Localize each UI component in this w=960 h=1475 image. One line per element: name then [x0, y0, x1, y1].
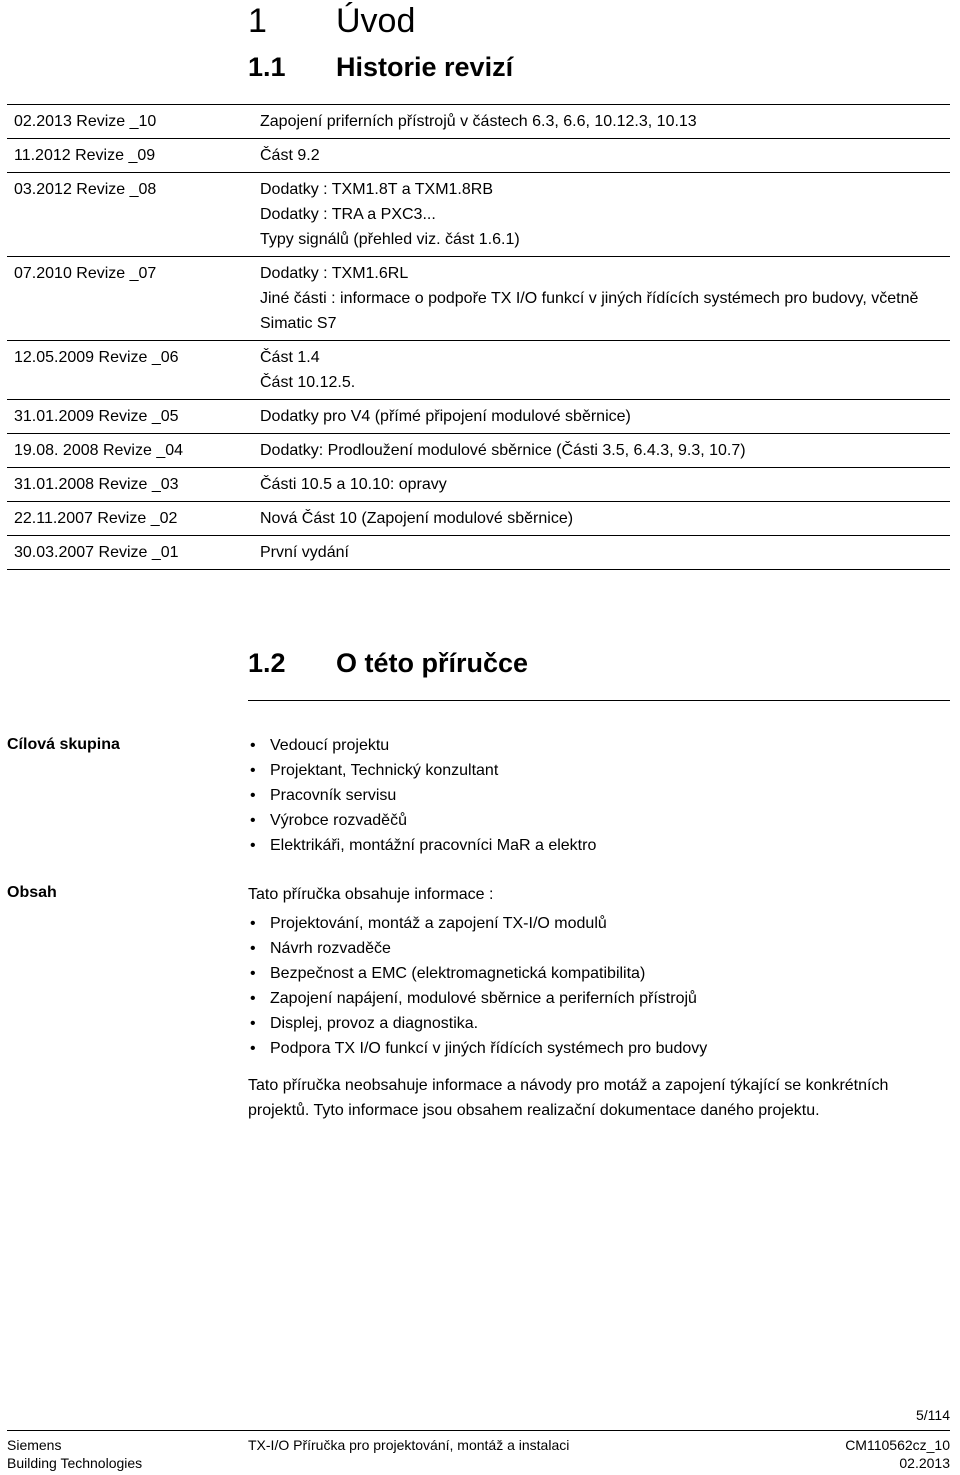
revision-date: 07.2010 Revize _07	[14, 265, 157, 282]
revision-row	[7, 502, 950, 536]
revision-date: 22.11.2007 Revize _02	[14, 510, 178, 527]
revision-date: 31.01.2009 Revize _05	[14, 408, 179, 425]
revision-description-line: Dodatky : TRA a PXC3...	[260, 206, 436, 223]
footer-date: 02.2013	[899, 1455, 950, 1471]
target-group-list	[248, 733, 596, 858]
revision-description	[257, 472, 950, 497]
revision-description-line: Jiné části : informace o podpoře TX I/O funkcí v jiných řídících systémech pro budovy, včetně Simatic S7	[260, 290, 919, 332]
footer-divider	[7, 1430, 950, 1431]
revision-description-line: Část 1.4	[260, 349, 320, 366]
chapter-title: Úvod	[336, 2, 416, 40]
target-group-item: • Vedoucí projektu	[248, 733, 596, 758]
revision-description-line: Nová Část 10 (Zapojení modulové sběrnice)	[260, 510, 574, 527]
target-group-item: • Výrobce rozvaděčů	[248, 808, 596, 833]
revision-description-line: Dodatky : TXM1.6RL	[260, 265, 409, 282]
revision-date: 31.01.2008 Revize _03	[14, 476, 179, 493]
content-item: • Návrh rozvaděče	[248, 936, 707, 961]
page-number: 5/114	[916, 1407, 950, 1423]
content-note: Tato příručka neobsahuje informace a návody pro motáž a zapojení týkající se konkrétních projektů. Tyto informace jsou obsahem realizační dokumentace daného projektu.	[248, 1077, 889, 1119]
content-list	[248, 911, 707, 1061]
revision-description	[257, 404, 950, 429]
content-label: Obsah	[7, 884, 57, 901]
content-item: • Bezpečnost a EMC (elektromagnetická kompatibilita)	[248, 961, 707, 986]
revision-description	[257, 345, 950, 395]
about-heading-title: O této příručce	[336, 648, 529, 678]
revision-row	[7, 468, 950, 502]
footer-company-division: Building Technologies	[7, 1455, 143, 1471]
chapter-number: 1	[248, 2, 267, 40]
about-heading	[248, 646, 528, 680]
revision-row	[7, 434, 950, 468]
revisions-heading-number: 1.1	[248, 52, 286, 82]
revision-description-line: Dodatky : TXM1.8T a TXM1.8RB	[260, 181, 493, 198]
revision-row	[7, 536, 950, 570]
revisions-heading	[248, 50, 513, 84]
revision-date: 30.03.2007 Revize _01	[14, 544, 179, 561]
target-group-label: Cílová skupina	[7, 736, 120, 753]
revision-description	[257, 109, 950, 134]
revision-row	[7, 139, 950, 173]
revision-description	[257, 261, 950, 336]
chapter-heading	[248, 0, 415, 42]
revision-date: 19.08. 2008 Revize _04	[14, 442, 184, 459]
revision-date: 02.2013 Revize _10	[14, 113, 157, 130]
target-group-item: • Elektrikáři, montážní pracovníci MaR a elektro	[248, 833, 596, 858]
footer-company-name: Siemens	[7, 1437, 62, 1453]
revision-description-line: Část 10.12.5.	[260, 374, 356, 391]
revision-description-line: Dodatky: Prodloužení modulové sběrnice (Části 3.5, 6.4.3, 9.3, 10.7)	[260, 442, 746, 459]
content-item: • Projektování, montáž a zapojení TX-I/O modulů	[248, 911, 707, 936]
footer-company	[7, 1436, 142, 1472]
revision-description-line: První vydání	[260, 544, 349, 561]
revision-description-line: Část 9.2	[260, 147, 320, 164]
revision-history-table	[7, 104, 950, 570]
content-intro: Tato příručka obsahuje informace :	[248, 886, 494, 903]
revision-description-line: Zapojení priferních přístrojů v částech 6.3, 6.6, 10.12.3, 10.13	[260, 113, 697, 130]
revision-description	[257, 506, 950, 531]
footer-document-info	[845, 1436, 950, 1472]
revision-row	[7, 257, 950, 341]
section-divider	[248, 700, 950, 701]
revision-date: 12.05.2009 Revize _06	[14, 349, 179, 366]
revision-description-line: Typy signálů (přehled viz. část 1.6.1)	[260, 231, 520, 248]
revision-description	[257, 540, 950, 565]
revision-row	[7, 105, 950, 139]
revision-row	[7, 341, 950, 400]
revision-description-line: Dodatky pro V4 (přímé připojení modulové sběrnice)	[260, 408, 631, 425]
revision-description-line: Části 10.5 a 10.10: opravy	[260, 476, 447, 493]
about-heading-number: 1.2	[248, 648, 286, 678]
content-item: • Displej, provoz a diagnostika.	[248, 1011, 707, 1036]
revision-row	[7, 173, 950, 257]
revision-date: 11.2012 Revize _09	[14, 147, 156, 164]
revision-row	[7, 400, 950, 434]
footer-document-title: TX-I/O Příručka pro projektování, montáž a instalaci	[248, 1437, 570, 1453]
content-item: • Zapojení napájení, modulové sběrnice a periferních přístrojů	[248, 986, 707, 1011]
footer-doc-id: CM110562cz_10	[845, 1437, 950, 1453]
revision-description	[257, 438, 950, 463]
revision-date: 03.2012 Revize _08	[14, 181, 157, 198]
target-group-item: • Pracovník servisu	[248, 783, 596, 808]
content-item: • Podpora TX I/O funkcí v jiných řídících systémech pro budovy	[248, 1036, 707, 1061]
target-group-item: • Projektant, Technický konzultant	[248, 758, 596, 783]
revision-description	[257, 177, 950, 252]
revisions-heading-title: Historie revizí	[336, 52, 514, 82]
revision-description	[257, 143, 950, 168]
